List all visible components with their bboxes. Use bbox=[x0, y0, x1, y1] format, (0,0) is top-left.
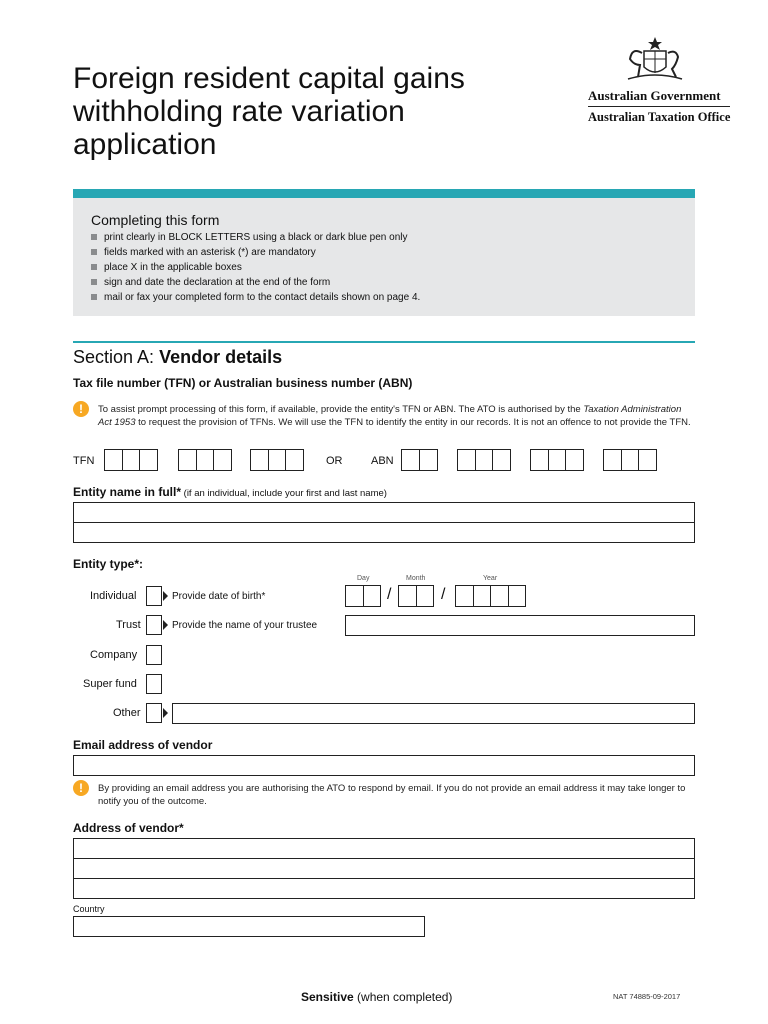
entity-name-label-text: Entity name in full* bbox=[73, 485, 182, 499]
address-line3[interactable] bbox=[73, 878, 695, 899]
teal-bar bbox=[73, 189, 695, 198]
instructions-heading: Completing this form bbox=[91, 212, 220, 228]
address-label: Address of vendor* bbox=[73, 821, 184, 835]
date-separator: / bbox=[441, 586, 446, 603]
gov-divider bbox=[588, 106, 730, 107]
super-fund-checkbox[interactable] bbox=[146, 674, 162, 694]
dob-prompt: Provide date of birth* bbox=[172, 591, 266, 602]
tfn-note-act: Taxation Administration Act 1953 bbox=[98, 404, 682, 428]
entity-name-line2[interactable] bbox=[73, 522, 695, 543]
day-label: Day bbox=[357, 575, 370, 582]
tfn-label: TFN bbox=[73, 455, 95, 467]
country-label: Country bbox=[73, 904, 105, 914]
section-divider bbox=[73, 341, 695, 343]
other-type-input[interactable] bbox=[172, 703, 695, 724]
dob-month[interactable] bbox=[398, 585, 434, 607]
type-other-label: Other bbox=[113, 707, 141, 719]
gov-line2: Australian Taxation Office bbox=[588, 110, 731, 124]
sensitivity-marking bbox=[301, 990, 452, 1004]
year-label: Year bbox=[483, 575, 498, 582]
abn-cells-2[interactable] bbox=[457, 449, 511, 471]
list-item: place X in the applicable boxes bbox=[91, 260, 420, 275]
dob-year[interactable] bbox=[455, 585, 526, 607]
abn-cells-4[interactable] bbox=[603, 449, 657, 471]
list-item: sign and date the declaration at the end of the form bbox=[91, 275, 420, 290]
when-completed-label: (when completed) bbox=[353, 990, 453, 1004]
entity-type-label: Entity type*: bbox=[73, 557, 144, 571]
trustee-prompt: Provide the name of your trustee bbox=[172, 620, 318, 631]
dob-day[interactable] bbox=[345, 585, 381, 607]
trustee-name-input[interactable] bbox=[345, 615, 695, 636]
abn-cells-1[interactable] bbox=[401, 449, 438, 471]
entity-name-line1[interactable] bbox=[73, 502, 695, 523]
arrow-icon bbox=[163, 708, 168, 718]
email-input[interactable] bbox=[73, 755, 695, 776]
country-input[interactable] bbox=[73, 916, 425, 937]
date-separator: / bbox=[387, 586, 392, 603]
list-item: mail or fax your completed form to the contact details shown on page 4. bbox=[91, 290, 420, 305]
tfn-heading: Tax file number (TFN) or Australian business number (ABN) bbox=[73, 376, 413, 390]
section-a-heading bbox=[73, 347, 282, 368]
abn-cells-3[interactable] bbox=[530, 449, 584, 471]
abn-label: ABN bbox=[371, 455, 394, 467]
tfn-cells-1[interactable] bbox=[104, 449, 158, 471]
sensitive-label: Sensitive bbox=[301, 990, 354, 1004]
list-item: fields marked with an asterisk (*) are mandatory bbox=[91, 245, 420, 260]
address-line1[interactable] bbox=[73, 838, 695, 859]
warning-icon: ! bbox=[73, 401, 89, 417]
type-individual-label: Individual bbox=[90, 590, 137, 602]
or-label: OR bbox=[326, 455, 343, 467]
list-item: print clearly in BLOCK LETTERS using a black or dark blue pen only bbox=[91, 230, 420, 245]
section-title: Vendor details bbox=[159, 347, 283, 367]
individual-checkbox[interactable] bbox=[146, 586, 162, 606]
warning-icon: ! bbox=[73, 780, 89, 796]
type-trust-label: Trust bbox=[116, 619, 141, 631]
company-checkbox[interactable] bbox=[146, 645, 162, 665]
entity-name-label bbox=[73, 485, 387, 499]
month-label: Month bbox=[406, 575, 426, 582]
type-company-label: Company bbox=[90, 649, 138, 661]
form-title: Foreign resident capital gains withholding rate variation application bbox=[73, 62, 465, 161]
tfn-cells-3[interactable] bbox=[250, 449, 304, 471]
gov-line1: Australian Government bbox=[588, 88, 721, 103]
address-line2[interactable] bbox=[73, 858, 695, 879]
tfn-note-text: To assist prompt processing of this form, if available, provide the entity's TFN or ABN. The ATO is authorised by the bbox=[98, 404, 581, 415]
type-super-fund-label: Super fund bbox=[83, 678, 137, 690]
arrow-icon bbox=[163, 620, 168, 630]
other-checkbox[interactable] bbox=[146, 703, 162, 723]
nat-code: NAT 74885-09-2017 bbox=[613, 992, 681, 1001]
email-label: Email address of vendor bbox=[73, 738, 213, 752]
entity-name-hint: (if an individual, include your first and last name) bbox=[181, 488, 387, 499]
tfn-note-text2: to request the provision of TFNs. We will use the TFN to identify the entity in our records. It is not an offence to not provide the TFN. bbox=[135, 417, 691, 428]
section-prefix: Section A: bbox=[73, 347, 160, 367]
tfn-cells-2[interactable] bbox=[178, 449, 232, 471]
instructions-list bbox=[91, 230, 420, 305]
trust-checkbox[interactable] bbox=[146, 615, 162, 635]
tfn-note bbox=[98, 403, 693, 429]
arrow-icon bbox=[163, 591, 168, 601]
coat-of-arms-icon bbox=[620, 35, 690, 83]
email-note: By providing an email address you are authorising the ATO to respond by email. If you do not provide an email address it may take longer to notify you of the outcome. bbox=[98, 783, 686, 807]
